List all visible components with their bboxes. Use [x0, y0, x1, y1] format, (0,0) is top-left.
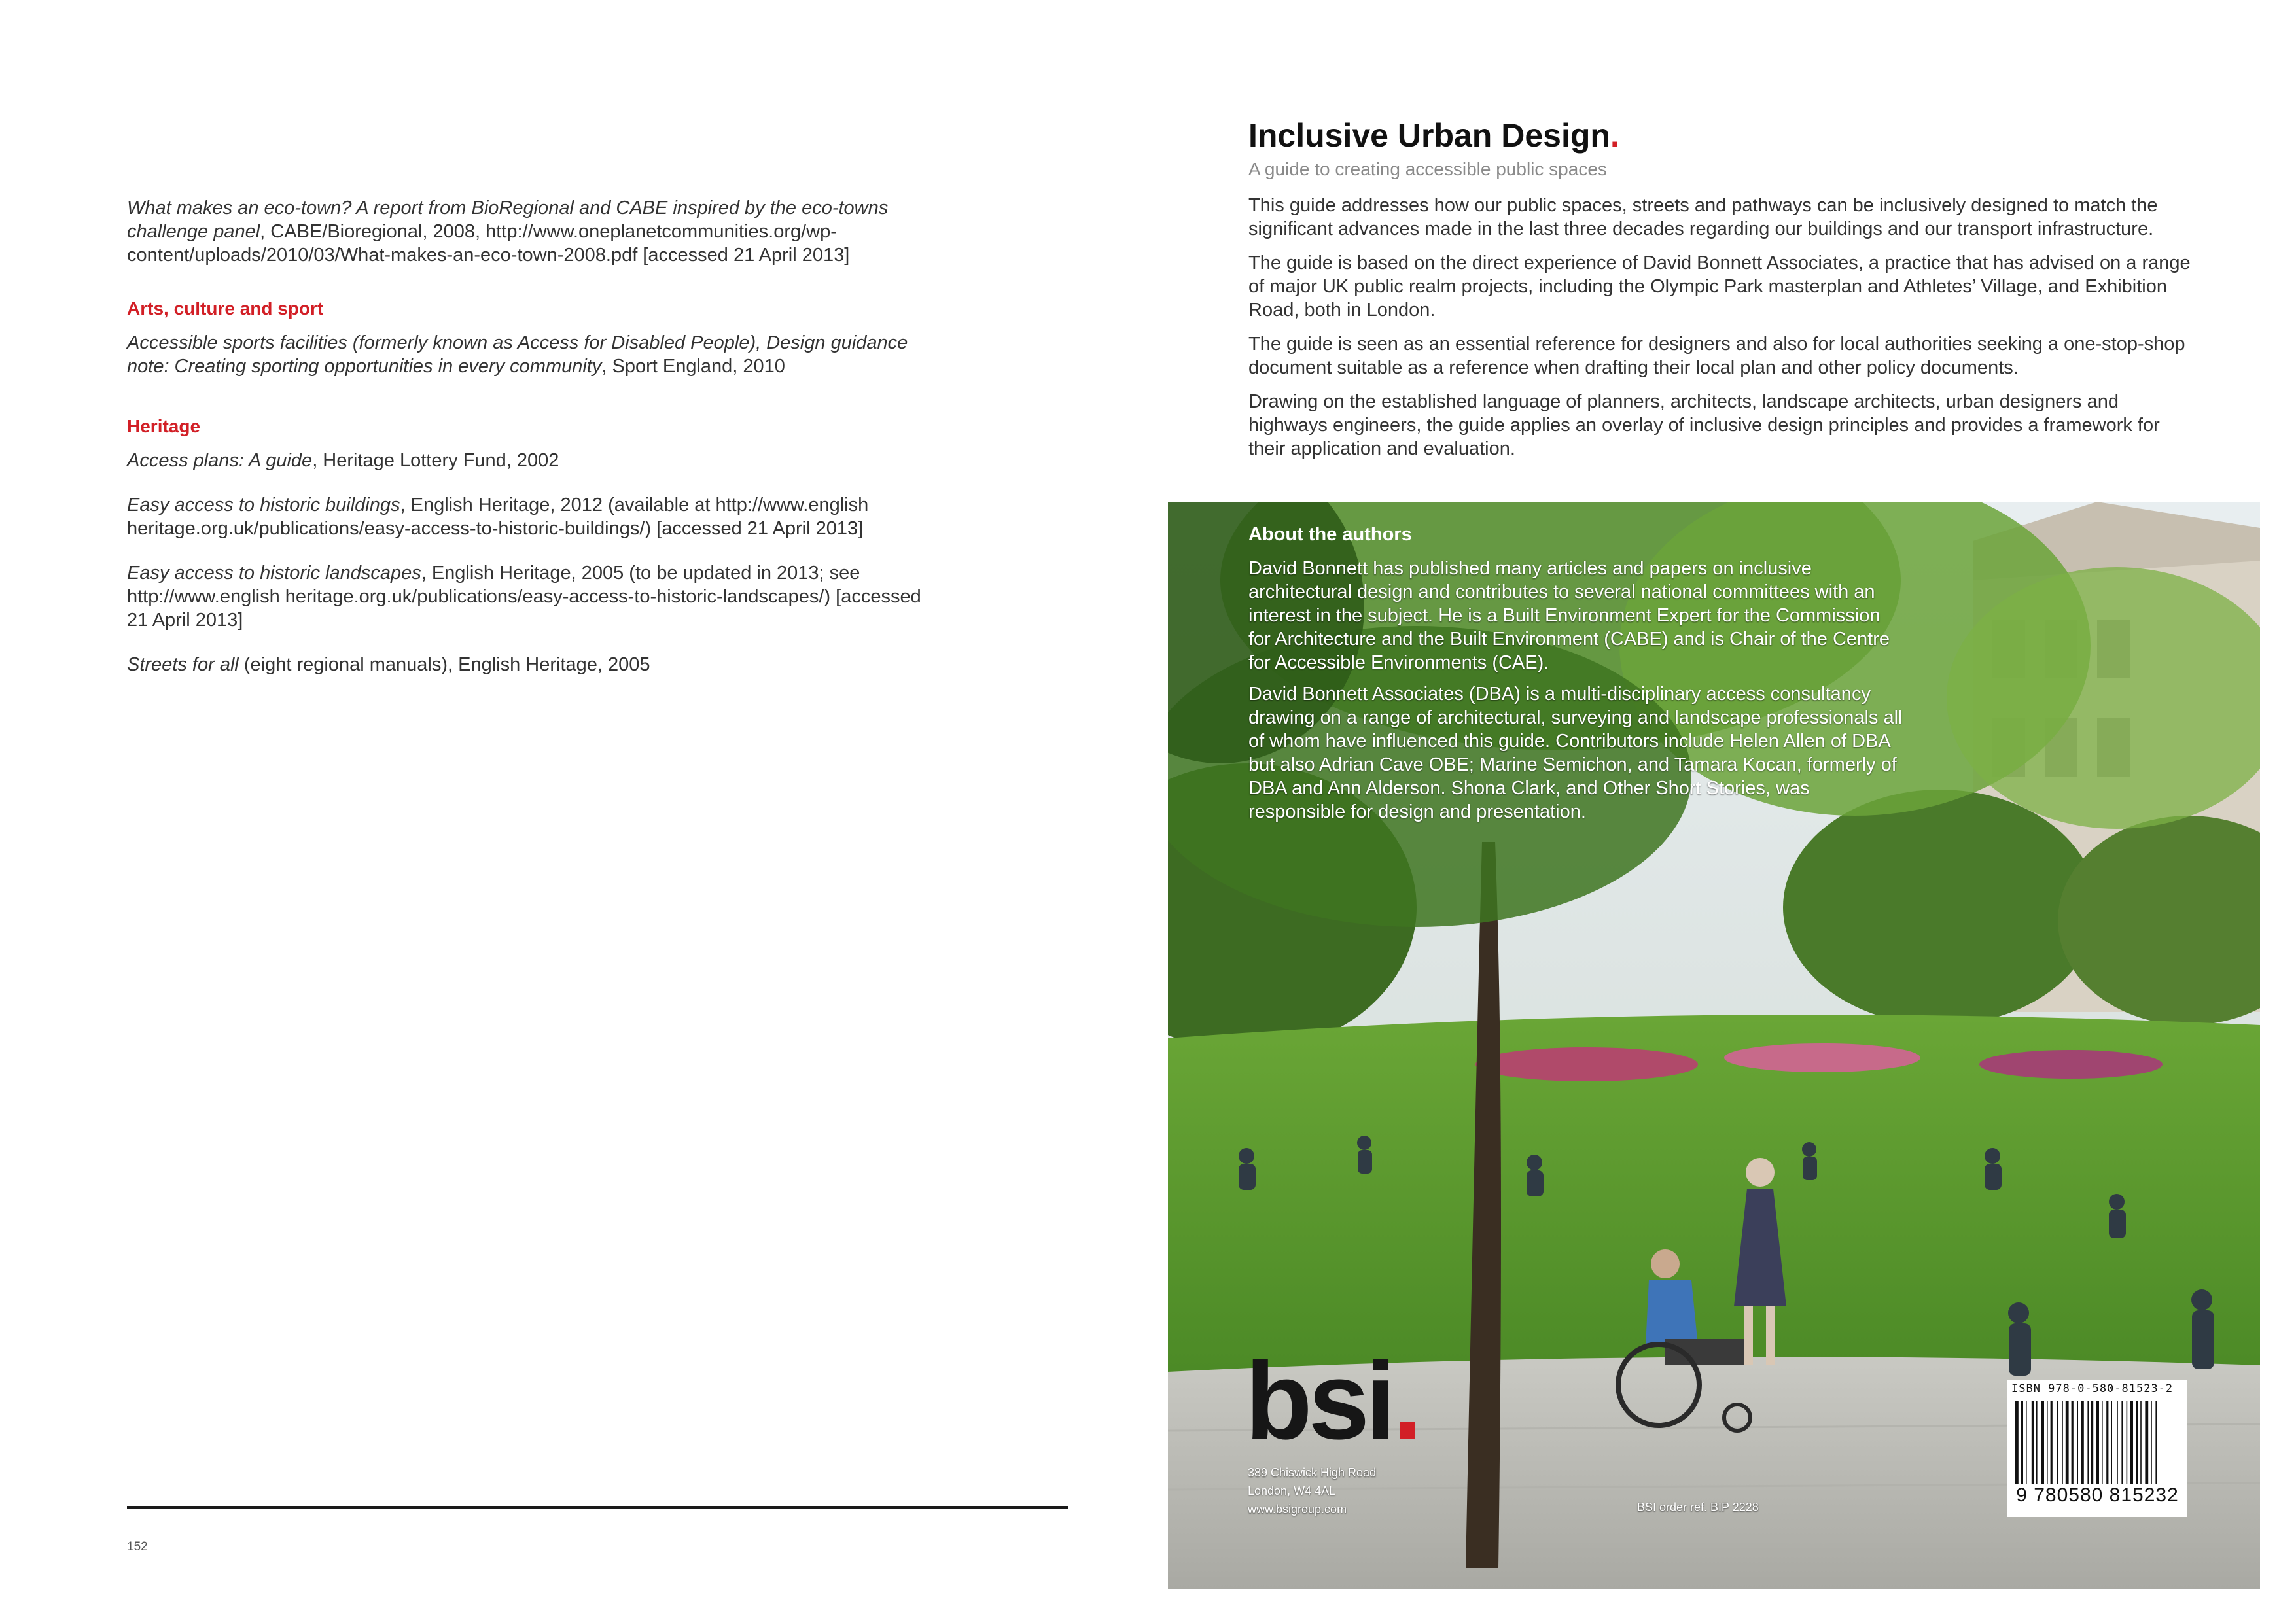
reference-details: , English Heritage, 2005 (to be updated in 2013; see http://www.english heritage.org.uk/publications/easy-access-to-historic-landscapes/) [accessed 21 April 2013] [127, 563, 921, 631]
authors-paragraph: David Bonnett Associates (DBA) is a multi-disciplinary access consultancy drawing on a range of architectural, surveying and landscape professionals all of whom have influenced this guide. Contributors include Helen Allen of DBA but also Adrian Cave OBE; Marine Semichon, and Tamara Kocan, formerly of DBA and Ann Alderson. Shona Clark, and Other Short Stories, was responsible for design and presentation. [1248, 684, 1903, 822]
reference-details: , Sport England, 2010 [601, 356, 785, 377]
cover-title [1248, 115, 2191, 156]
barcode-bar [2151, 1401, 2152, 1484]
reference-details: , Heritage Lottery Fund, 2002 [312, 450, 559, 471]
cover-title-dot: . [1610, 117, 1619, 154]
section-heading-arts: Arts, culture and sport [127, 298, 324, 319]
reference-item [127, 493, 932, 540]
reference-title: What makes an eco-town? A report from BioRegional and CABE inspired by the eco-towns challenge panel [127, 198, 889, 242]
about-the-authors [1248, 521, 1903, 831]
barcode-bar [2072, 1401, 2074, 1484]
barcode-bar [2096, 1401, 2099, 1484]
bsi-logo-dot: . [1392, 1339, 1419, 1462]
barcode-bar [2145, 1401, 2148, 1484]
blurb-paragraph: This guide addresses how our public spaces, streets and pathways can be inclusively designed to match the significant advances made in the last three decades regarding our buildings and our transport infrastructure. [1248, 195, 2158, 239]
address-line: 389 Chiswick High Road [1248, 1466, 1377, 1479]
barcode-bar [2032, 1401, 2034, 1484]
address-line: London, W4 4AL [1248, 1484, 1336, 1497]
authors-paragraph: David Bonnett has published many articles and papers on inclusive architectural design and contributes to several national committees with an interest in the subject. He is a Built Environment Expert for the Commission for Architecture and the Built Environment (CABE) and is Chair of the Centre for Accessible Environments (CAE). [1248, 558, 1890, 673]
barcode-bar [2087, 1401, 2089, 1484]
reference-details: , English Heritage, 2012 (available at http://www.english heritage.org.uk/publications/easy-access-to-historic-buildings/) [accessed 21 April 2013] [127, 495, 869, 539]
reference-title: Easy access to historic landscapes [127, 563, 421, 584]
barcode-bar [2021, 1401, 2023, 1484]
barcode-bar [2106, 1401, 2108, 1484]
barcode-bar [2062, 1401, 2063, 1484]
barcode-bar [2091, 1401, 2093, 1484]
barcode-bar [2136, 1401, 2138, 1484]
barcode-bars [2015, 1401, 2180, 1484]
footer-divider [127, 1506, 1068, 1509]
barcode-bar [2081, 1401, 2084, 1484]
page-number: 152 [127, 1540, 148, 1554]
barcode-bar [2102, 1401, 2103, 1484]
cover-header [1248, 115, 2191, 471]
barcode-bar [2036, 1401, 2038, 1484]
reference-item [127, 331, 932, 378]
blurb-paragraph: Drawing on the established language of planners, architects, landscape architects, urban designers and highways engineers, the guide applies an overlay of inclusive design principles and provides a framework for their application and evaluation. [1248, 391, 2160, 459]
cover-subtitle: A guide to creating accessible public spaces [1248, 159, 1607, 179]
cover-photo [1168, 502, 2260, 1589]
publisher-address [1248, 1463, 1376, 1518]
barcode-bar [2041, 1401, 2044, 1484]
barcode-bar [2047, 1401, 2048, 1484]
cover-blurb [1248, 194, 2191, 461]
cover-title-text: Inclusive Urban Design [1248, 117, 1610, 154]
barcode-bar [2057, 1401, 2058, 1484]
bsi-logo-text: bsi [1245, 1339, 1392, 1462]
isbn-label: ISBN 978-0-580-81523-2 [2011, 1382, 2174, 1395]
barcode-bar [2051, 1401, 2053, 1484]
barcode-bar [2130, 1401, 2133, 1484]
reference-details: (eight regional manuals), English Heritage, 2005 [238, 654, 650, 675]
authors-heading: About the authors [1248, 524, 1412, 545]
reference-title: Access plans: A guide [127, 450, 313, 471]
barcode-bar [2026, 1401, 2027, 1484]
bsi-logo [1245, 1339, 1419, 1462]
blurb-paragraph: The guide is seen as an essential reference for designers and also for local authorities seeking a one-stop-shop document suitable as a reference when drafting their local plan and other policy documents. [1248, 334, 2185, 378]
barcode-bar [2077, 1401, 2078, 1484]
blurb-paragraph: The guide is based on the direct experience of David Bonnett Associates, a practice that has advised on a range of major UK public realm projects, including the Olympic Park masterplan and Athletes’ Village, and Exhibition Road, both in London. [1248, 253, 2191, 321]
reference-list [127, 196, 932, 697]
reference-details: , CABE/Bioregional, 2008, http://www.oneplanetcommunities.org/wp-content/uploads/2010/03/What-makes-an-eco-town-2008.pdf [accessed 21 April 2013] [127, 221, 850, 266]
barcode-bar [2015, 1401, 2019, 1484]
reference-item [127, 561, 932, 632]
barcode-number: 9 780580 815232 [2016, 1484, 2179, 1506]
barcode-bar [2155, 1401, 2157, 1484]
isbn-barcode [2007, 1380, 2187, 1517]
barcode-bar [2111, 1401, 2112, 1484]
barcode-bar [2066, 1401, 2069, 1484]
address-line: www.bsigroup.com [1248, 1503, 1347, 1516]
barcode-bar [2127, 1401, 2128, 1484]
reference-title: Easy access to historic buildings [127, 495, 400, 515]
reference-item [127, 196, 932, 267]
reference-item [127, 449, 932, 472]
reference-item [127, 653, 932, 676]
order-reference: BSI order ref. BIP 2228 [1637, 1501, 1759, 1514]
section-heading-heritage: Heritage [127, 416, 201, 436]
reference-title: Accessible sports facilities (formerly known as Access for Disabled People), Design guidance note: Creating sporting opportunities in every community [127, 332, 908, 377]
barcode-bar [2117, 1401, 2118, 1484]
barcode-bar [2140, 1401, 2142, 1484]
barcode-bar [2121, 1401, 2123, 1484]
reference-title: Streets for all [127, 654, 239, 675]
